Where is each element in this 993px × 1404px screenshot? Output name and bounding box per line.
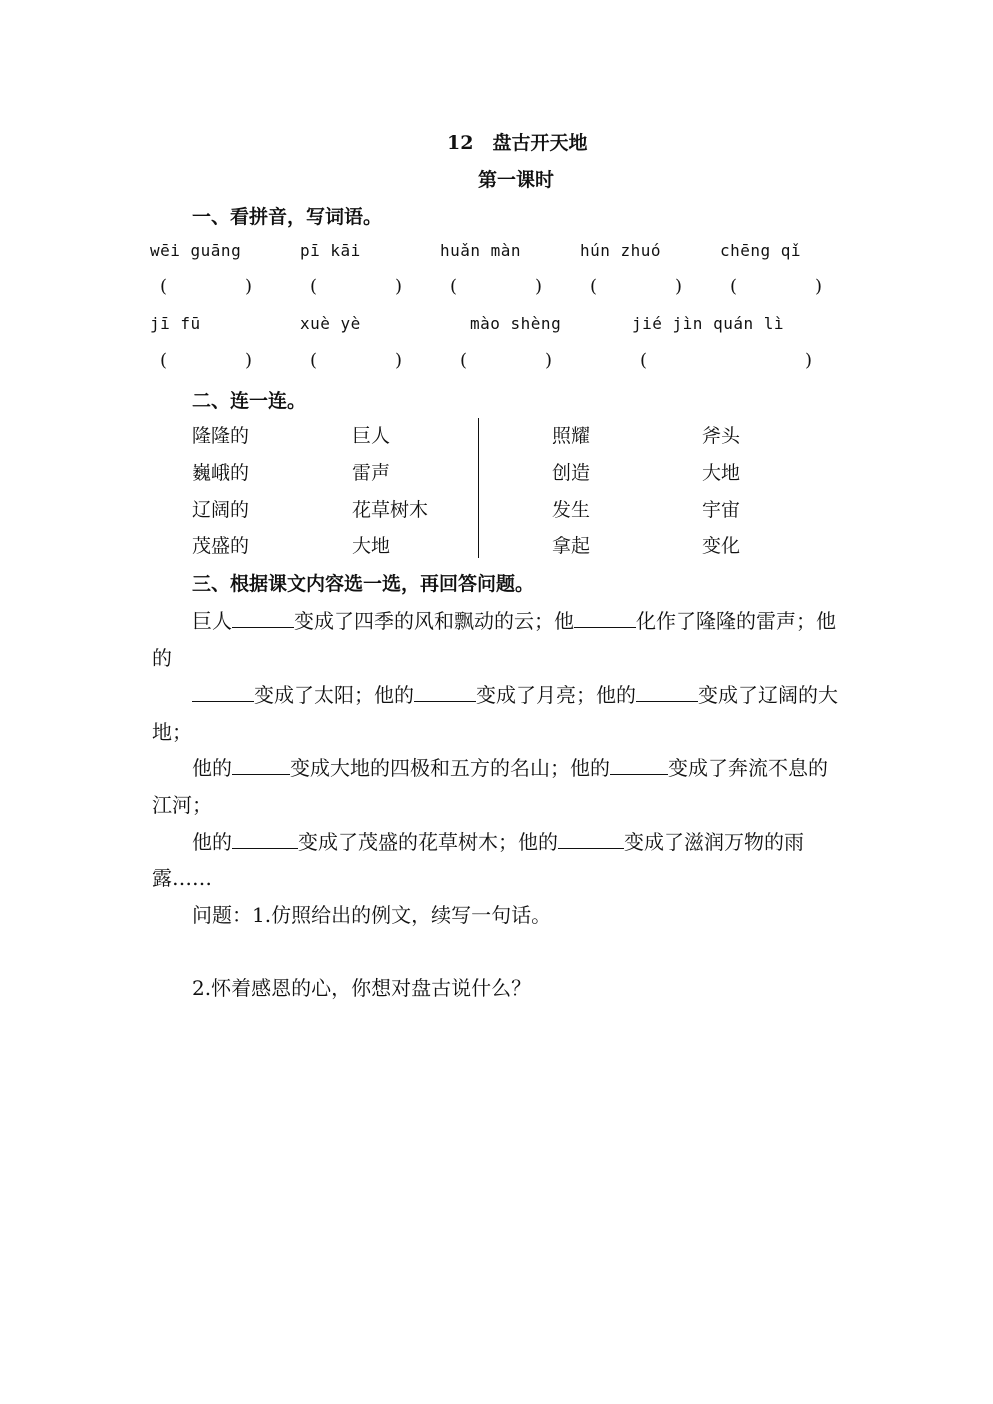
pinyin-item: pī kāi	[300, 241, 361, 260]
answer-box[interactable]	[310, 276, 402, 297]
pinyin-item: mào shèng	[470, 314, 562, 333]
match-left-b[interactable]: 巨人	[352, 425, 391, 447]
text: 变成了月亮；他的	[476, 683, 636, 707]
text: 他的	[192, 756, 232, 780]
answer-box[interactable]	[730, 276, 822, 297]
match-left-b[interactable]: 雷声	[352, 462, 391, 484]
paren-close: )	[394, 350, 402, 371]
page-subtitle: 第一课时	[478, 169, 555, 191]
text: 变成了茂盛的花草树木；他的	[298, 830, 558, 854]
pinyin-item: wēi guāng	[150, 241, 242, 260]
paren-open: (	[310, 276, 318, 297]
text: 变成了太阳；他的	[254, 683, 414, 707]
match-right-a[interactable]: 拿起	[552, 535, 591, 557]
answer-box[interactable]	[640, 350, 812, 371]
text: 化作了隆隆的雷声；他	[636, 609, 836, 633]
fill-blank[interactable]	[232, 827, 298, 849]
text: 巨人	[192, 609, 232, 633]
answer-box[interactable]	[160, 350, 252, 371]
paren-close: )	[534, 276, 542, 297]
fill-blank[interactable]	[414, 680, 476, 702]
paragraph-line: 露……	[152, 866, 212, 890]
answer-box[interactable]	[450, 276, 542, 297]
match-right-b[interactable]: 大地	[702, 462, 741, 484]
fill-blank[interactable]	[610, 753, 668, 775]
question-1: 问题：1.仿照给出的例文，续写一句话。	[192, 903, 552, 927]
paren-close: )	[804, 350, 812, 371]
section3-heading: 三、根据课文内容选一选，再回答问题。	[192, 573, 535, 595]
paragraph-line: 的	[152, 646, 172, 670]
answer-box[interactable]	[310, 350, 402, 371]
answer-box[interactable]	[460, 350, 552, 371]
paren-close: )	[244, 276, 252, 297]
paren-open: (	[450, 276, 458, 297]
match-right-a[interactable]: 发生	[552, 499, 591, 521]
paragraph-line	[192, 826, 804, 855]
paren-open: (	[460, 350, 468, 371]
question-2: 2.怀着感恩的心，你想对盘古说什么？	[192, 976, 532, 1000]
match-left-b[interactable]: 大地	[352, 535, 391, 557]
paren-close: )	[814, 276, 822, 297]
match-left-a[interactable]: 隆隆的	[192, 425, 250, 447]
section1-heading: 一、看拼音，写词语。	[192, 206, 383, 228]
fill-blank[interactable]	[192, 680, 254, 702]
pinyin-item: jī fū	[150, 314, 201, 333]
match-left-a[interactable]: 辽阔的	[192, 499, 250, 521]
paren-close: )	[244, 350, 252, 371]
pinyin-item: jié jìn quán lì	[632, 314, 784, 333]
paren-open: (	[590, 276, 598, 297]
paren-open: (	[160, 350, 168, 371]
match-left-a[interactable]: 茂盛的	[192, 535, 250, 557]
paragraph-line: 地；	[152, 720, 192, 744]
text: 变成了四季的风和飘动的云；他	[294, 609, 574, 633]
pinyin-item: xuè yè	[300, 314, 361, 333]
match-left-b[interactable]: 花草树木	[352, 499, 429, 521]
paren-open: (	[640, 350, 648, 371]
section2-heading: 二、连一连。	[192, 390, 307, 412]
match-right-b[interactable]: 变化	[702, 535, 741, 557]
fill-blank[interactable]	[232, 753, 290, 775]
match-right-a[interactable]: 创造	[552, 462, 591, 484]
text: 变成了辽阔的大	[698, 683, 838, 707]
paren-close: )	[394, 276, 402, 297]
pinyin-item: chēng qǐ	[720, 241, 802, 260]
fill-blank[interactable]	[574, 606, 636, 628]
paragraph-line	[192, 679, 838, 708]
fill-blank[interactable]	[232, 606, 294, 628]
pinyin-item: hún zhuó	[580, 241, 662, 260]
fill-blank[interactable]	[636, 680, 698, 702]
text: 他的	[192, 830, 232, 854]
paragraph-line	[192, 752, 828, 781]
answer-box[interactable]	[160, 276, 252, 297]
paren-close: )	[674, 276, 682, 297]
text: 变成了滋润万物的雨	[624, 830, 804, 854]
match-left-a[interactable]: 巍峨的	[192, 462, 250, 484]
paren-open: (	[730, 276, 738, 297]
pinyin-item: huǎn màn	[440, 241, 522, 260]
page-title: 12 盘古开天地	[447, 132, 588, 154]
fill-blank[interactable]	[558, 827, 624, 849]
paren-open: (	[310, 350, 318, 371]
match-right-b[interactable]: 斧头	[702, 425, 741, 447]
paren-open: (	[160, 276, 168, 297]
divider	[478, 418, 479, 558]
text: 变成了奔流不息的	[668, 756, 828, 780]
paren-close: )	[544, 350, 552, 371]
answer-box[interactable]	[590, 276, 682, 297]
paragraph-line: 江河；	[152, 793, 212, 817]
paragraph-line	[192, 605, 836, 634]
match-right-a[interactable]: 照耀	[552, 425, 591, 447]
text: 变成大地的四极和五方的名山；他的	[290, 756, 610, 780]
match-right-b[interactable]: 宇宙	[702, 499, 741, 521]
